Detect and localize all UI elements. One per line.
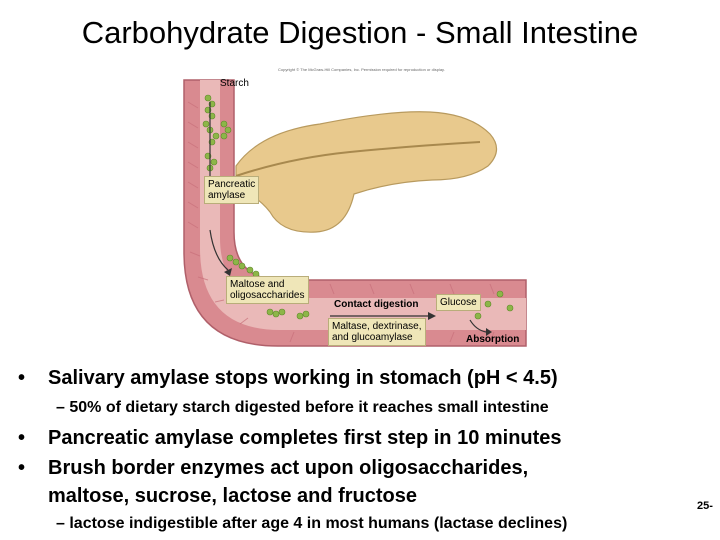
sub-bullet-item: [56, 514, 567, 534]
label-enzymes-line2: and glucoamylase: [332, 332, 413, 343]
label-pancreatic-amylase-line2: amylase: [208, 190, 246, 201]
bullet-symbol: •: [18, 367, 26, 389]
sub-bullet-text: lactose indigestible after age 4 in most humans (lactase declines): [69, 515, 568, 532]
sub-bullet-symbol: –: [56, 515, 65, 532]
label-absorption: Absorption: [466, 334, 520, 345]
copyright-notice: Copyright © The McGraw-Hill Companies, Inc. Permission required for reproduction or display.: [278, 67, 445, 72]
sub-bullet-symbol: –: [56, 399, 65, 416]
slide-number: 25-: [697, 500, 713, 512]
bullet-symbol: •: [18, 457, 26, 479]
bullet-text: maltose, sucrose, lactose and fructose: [48, 485, 418, 507]
label-enzymes: [328, 318, 426, 346]
bullet-text: Pancreatic amylase completes first step in 10 minutes: [48, 427, 562, 449]
sub-bullet-text: 50% of dietary starch digested before it reaches small intestine: [69, 399, 549, 416]
bullet-text: Salivary amylase stops working in stomach (pH < 4.5): [48, 367, 558, 389]
bullet-symbol: •: [18, 427, 26, 449]
pancreas: [236, 112, 497, 232]
label-maltose-oligosaccharides: [226, 276, 309, 304]
label-enzymes-line1: Maltase, dextrinase,: [332, 321, 422, 332]
bullet-text: Brush border enzymes act upon oligosaccharides,: [48, 457, 529, 479]
label-pancreatic-amylase: [204, 176, 259, 204]
slide-title: Carbohydrate Digestion - Small Intestine: [81, 15, 639, 50]
label-starch: Starch: [220, 78, 249, 89]
sub-bullet-item: [56, 398, 549, 418]
label-maltose-line2: oligosaccharides: [230, 290, 305, 301]
label-contact-digestion: Contact digestion: [334, 299, 419, 310]
label-maltose-line1: Maltose and: [230, 279, 285, 290]
intestine-diagram: [170, 62, 530, 352]
label-glucose: Glucose: [436, 294, 481, 311]
label-pancreatic-amylase-line1: Pancreatic: [208, 179, 256, 190]
